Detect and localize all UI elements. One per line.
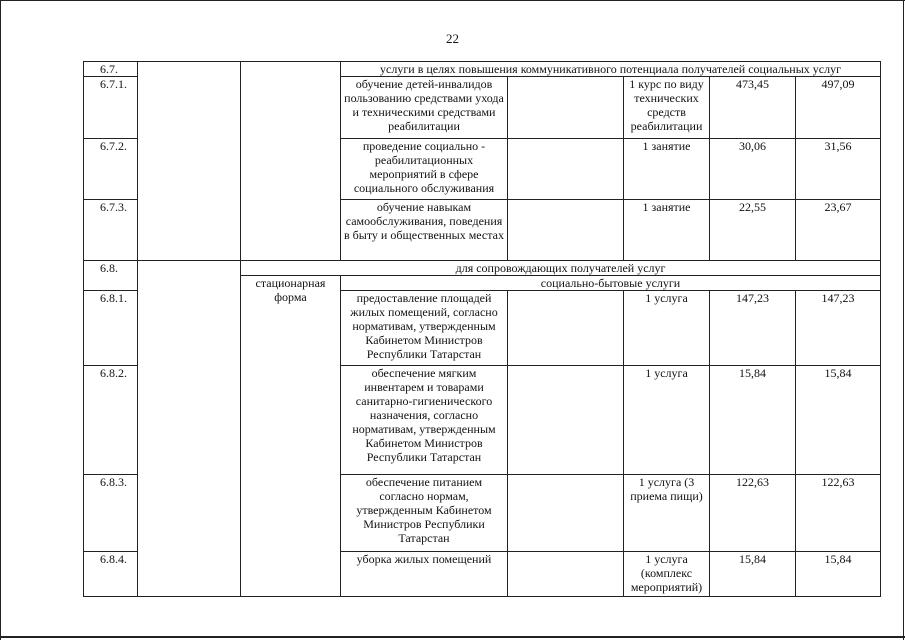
row-number: 6.8.3. — [84, 475, 138, 552]
price-cell: 22,55 — [710, 200, 796, 261]
empty-cell — [508, 77, 624, 139]
price-cell: 15,84 — [710, 366, 796, 475]
page-frame-left — [0, 0, 1, 640]
service-name: обучение детей-инвалидов пользованию средствами ухода и техническими средствами реабилитации — [341, 77, 508, 139]
price-cell: 122,63 — [710, 475, 796, 552]
row-number: 6.7.1. — [84, 77, 138, 139]
service-name: проведение социально - реабилитационных мероприятий в сфере социального обслуживания — [341, 139, 508, 200]
row-number: 6.8.4. — [84, 552, 138, 597]
service-name: предоставление площадей жилых помещений, согласно нормативам, утвержденным Кабинетом Министров Республики Татарстан — [341, 291, 508, 366]
table-row — [84, 62, 881, 77]
price-cell: 15,84 — [710, 552, 796, 597]
service-name: обеспечение питанием согласно нормам, утвержденным Кабинетом Министров Республики Татарстан — [341, 475, 508, 552]
row-number: 6.7.2. — [84, 139, 138, 200]
empty-cell — [508, 475, 624, 552]
price-cell: 31,56 — [796, 139, 881, 200]
row-number: 6.8. — [84, 261, 138, 291]
empty-cell — [508, 366, 624, 475]
empty-cell — [508, 139, 624, 200]
unit-cell: 1 курс по виду технических средств реабилитации — [624, 77, 710, 139]
empty-cell — [508, 291, 624, 366]
tariff-table — [83, 61, 881, 597]
row-number: 6.8.2. — [84, 366, 138, 475]
unit-cell: 1 занятие — [624, 139, 710, 200]
empty-cell — [138, 261, 241, 597]
price-cell: 30,06 — [710, 139, 796, 200]
table-row — [84, 261, 881, 276]
unit-cell: 1 услуга (комплекс мероприятий) — [624, 552, 710, 597]
empty-cell — [241, 62, 341, 261]
row-number: 6.7. — [84, 62, 138, 77]
price-cell: 473,45 — [710, 77, 796, 139]
unit-cell: 1 услуга (3 приема пищи) — [624, 475, 710, 552]
row-number: 6.8.1. — [84, 291, 138, 366]
section-header: для сопровождающих получателей услуг — [241, 261, 881, 276]
service-name: обеспечение мягким инвентарем и товарами санитарно-гигиенического назначения, согласно нормативам, утвержденным Кабинетом Министров Республики Татарстан — [341, 366, 508, 475]
price-cell: 23,67 — [796, 200, 881, 261]
empty-cell — [138, 62, 241, 261]
service-name: обучение навыкам самообслуживания, поведения в быту и общественных местах — [341, 200, 508, 261]
unit-cell: 1 услуга — [624, 366, 710, 475]
empty-cell — [508, 552, 624, 597]
page-frame-top — [0, 0, 905, 1]
price-cell: 147,23 — [710, 291, 796, 366]
page-number: 22 — [446, 31, 459, 46]
price-cell: 15,84 — [796, 366, 881, 475]
unit-cell: 1 занятие — [624, 200, 710, 261]
section-header: услуги в целях повышения коммуникативного потенциала получателей социальных услуг — [341, 62, 881, 77]
unit-cell: 1 услуга — [624, 291, 710, 366]
price-cell: 497,09 — [796, 77, 881, 139]
price-cell: 15,84 — [796, 552, 881, 597]
service-name: уборка жилых помещений — [341, 552, 508, 597]
page-frame-bottom — [0, 636, 905, 638]
page-frame-right — [903, 0, 904, 640]
price-cell: 122,63 — [796, 475, 881, 552]
section-header: социально-бытовые услуги — [341, 276, 881, 291]
price-cell: 147,23 — [796, 291, 881, 366]
form-cell: стационарная форма — [241, 276, 341, 597]
empty-cell — [508, 200, 624, 261]
row-number: 6.7.3. — [84, 200, 138, 261]
